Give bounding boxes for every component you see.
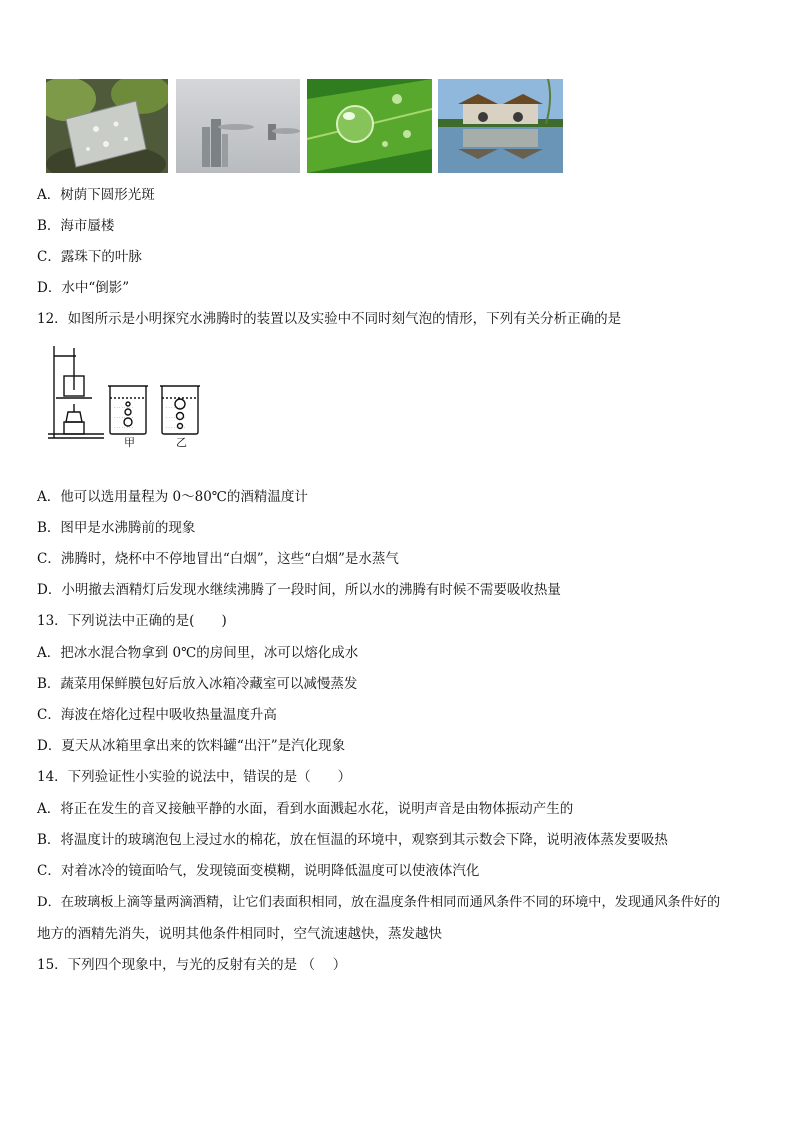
q12-option-c: C．沸腾时，烧杯中不停地冒出“白烟”，这些“白烟”是水蒸气 <box>37 551 399 567</box>
svg-text:. . . . . . . .: . . . . . . . . <box>114 424 134 429</box>
svg-text:. . . . . . . .: . . . . . . . . <box>166 404 186 409</box>
q11-option-a: A．树荫下圆形光斑 <box>37 187 155 203</box>
q14-option-a: A．将正在发生的音叉接触平静的水面，看到水面溅起水花，说明声音是由物体振动产生的 <box>37 801 574 817</box>
q14-option-d-line1: D．在玻璃板上滴等量两滴酒精，让它们表面积相同，放在温度条件相同而通风条件不同的环境中，发现通风条件好的 <box>37 895 721 910</box>
q13-option-d: D．夏天从冰箱里拿出来的饮料罐“出汗”是汽化现象 <box>37 738 346 754</box>
photo-mirage <box>176 79 300 173</box>
q12-option-d: D．小明撤去酒精灯后发现水继续沸腾了一段时间，所以水的沸腾有时候不需要吸收热量 <box>37 582 561 598</box>
q15-stem: 15．下列四个现象中，与光的反射有关的是 （ ） <box>37 957 347 973</box>
q14-option-c: C．对着冰冷的镜面哈气，发现镜面变模糊，说明降低温度可以使液体汽化 <box>37 863 480 879</box>
figure-label-jia: 甲 <box>124 436 135 449</box>
q12-option-b: B．图甲是水沸腾前的现象 <box>37 520 196 536</box>
q13-option-c: C．海波在熔化过程中吸收热量温度升高 <box>37 707 277 723</box>
q13-option-a: A．把冰水混合物拿到 0℃的房间里，冰可以熔化成水 <box>37 645 359 661</box>
svg-text:. . . . . . . .: . . . . . . . . <box>114 404 134 409</box>
boiling-experiment-figure <box>46 342 216 454</box>
q13-stem: 13．下列说法中正确的是( ) <box>37 613 227 629</box>
figure-label-yi: 乙 <box>176 436 187 449</box>
svg-text:. . . . . . . .: . . . . . . . . <box>166 414 186 419</box>
q14-option-d-line2: 地方的酒精先消失，说明其他条件相同时，空气流速越快，蒸发越快 <box>37 926 442 942</box>
photo-reflection-in-water <box>438 79 563 173</box>
q11-option-c: C．露珠下的叶脉 <box>37 249 142 265</box>
photo-dewdrop-on-leaf <box>307 79 432 173</box>
q11-option-d: D．水中“倒影” <box>37 280 130 296</box>
photo-tree-shade-light-spots <box>46 79 168 173</box>
q11-option-b: B．海市蜃楼 <box>37 218 115 234</box>
q14-stem: 14．下列验证性小实验的说法中，错误的是（ ） <box>37 769 352 785</box>
q12-stem: 12．如图所示是小明探究水沸腾时的装置以及实验中不同时刻气泡的情形，下列有关分析正确的是 <box>37 311 622 327</box>
q14-option-b: B．将温度计的玻璃泡包上浸过水的棉花，放在恒温的环境中，观察到其示数会下降，说明液体蒸发要吸热 <box>37 832 668 848</box>
q12-option-a: A．他可以选用量程为 0～80℃的酒精温度计 <box>37 489 308 505</box>
svg-text:. . . . . . . .: . . . . . . . . <box>166 424 186 429</box>
svg-text:. . . . . . . .: . . . . . . . . <box>114 414 134 419</box>
q13-option-b: B．蔬菜用保鲜膜包好后放入冰箱冷藏室可以减慢蒸发 <box>37 676 358 692</box>
